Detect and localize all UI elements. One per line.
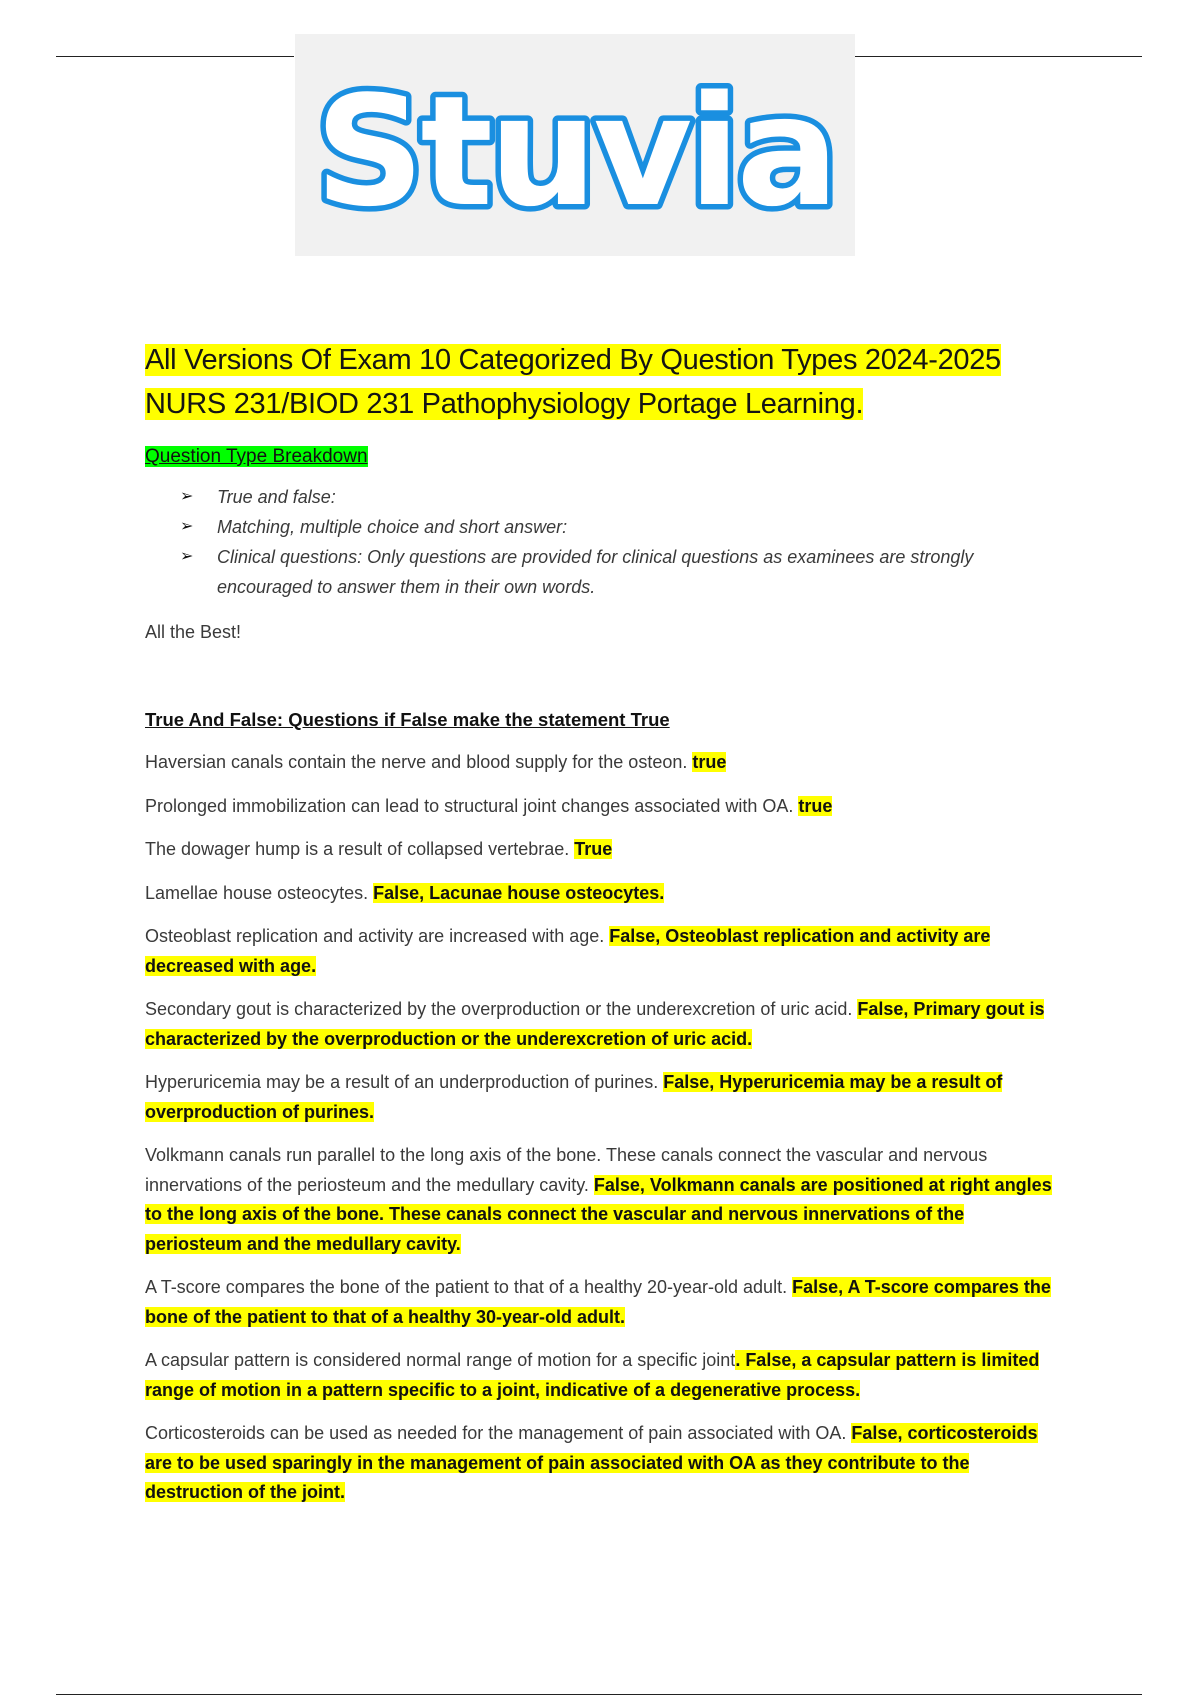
question-text: A capsular pattern is considered normal range of motion for a specific joint (145, 1350, 736, 1370)
question-text: Hyperuricemia may be a result of an underproduction of purines. (145, 1072, 664, 1092)
arrow-bullet-icon: ➢ (180, 518, 194, 535)
top-rule-left (56, 56, 294, 57)
question-text: Corticosteroids can be used as needed for the management of pain associated with OA. (145, 1423, 852, 1443)
question-text: Secondary gout is characterized by the overproduction or the underexcretion of uric acid. (145, 999, 858, 1019)
title-line-2: NURS 231/BIOD 231 Pathophysiology Portage Learning. (145, 388, 864, 420)
question-item (145, 792, 1065, 822)
answer-text: False, Volkmann canals are positioned at right angles to the long axis of the bone. These canals connect the vascular and nervous innervations of the periosteum and the medullary cavity. (145, 1174, 1052, 1254)
list-item: ➢ Clinical questions: Only questions are provided for clinical questions as examinees are strongly encouraged to answer them in their own words. (145, 542, 1065, 602)
answer-text: False, Hyperuricemia may be a result of overproduction of purines. (145, 1072, 1003, 1122)
answer-text: False, corticosteroids are to be used sparingly in the management of pain associated with OA as they contribute to the destruction of the joint. (145, 1423, 1038, 1502)
question-item (145, 1419, 1065, 1508)
question-item (145, 922, 1065, 981)
question-text: Haversian canals contain the nerve and blood supply for the osteon. (145, 752, 693, 772)
answer-text: True (574, 839, 613, 859)
breakdown-heading-text: Question Type Breakdown (145, 446, 368, 467)
document-title (145, 338, 1065, 426)
question-text: Prolonged immobilization can lead to structural joint changes associated with OA. (145, 795, 799, 816)
question-text: Volkmann canals run parallel to the long axis of the bone. These canals connect the vascular and nervous innervations of the periosteum and the medullary cavity. (145, 1145, 988, 1195)
list-item: ➢ True and false: (145, 482, 1065, 512)
true-false-heading: True And False: Questions if False make the statement True (145, 709, 670, 730)
question-text: Osteoblast replication and activity are increased with age. (145, 926, 610, 946)
question-item (145, 835, 1065, 865)
question-item (145, 879, 1065, 909)
question-item (145, 1141, 1065, 1259)
title-line-1: All Versions Of Exam 10 Categorized By Question Types 2024-2025 (145, 344, 1001, 376)
question-text: A T-score compares the bone of the patient to that of a healthy 20-year-old adult. (145, 1277, 793, 1297)
question-text: Lamellae house osteocytes. (145, 882, 374, 903)
question-item (145, 1273, 1065, 1332)
svg-text:Stuvia: Stuvia (314, 63, 836, 240)
answer-text: true (692, 752, 727, 772)
document-body (145, 338, 1065, 1508)
breakdown-heading (145, 444, 1065, 470)
answer-text: . False, a capsular pattern is limited range of motion in a pattern specific to a joint, indicative of a degenerative process. (145, 1350, 1040, 1400)
question-item (145, 1068, 1065, 1127)
arrow-bullet-icon: ➢ (180, 488, 194, 505)
answer-text: False, Lacunae house osteocytes. (373, 882, 665, 903)
stuvia-logo (295, 34, 855, 256)
question-item (145, 748, 1065, 778)
question-type-list (145, 482, 1065, 602)
question-text: The dowager hump is a result of collapsed vertebrae. (145, 839, 575, 859)
true-false-questions (145, 748, 1065, 1508)
answer-text: False, Osteoblast replication and activity are decreased with age. (145, 926, 991, 976)
bottom-rule (56, 1694, 1142, 1695)
closing-text: All the Best! (145, 622, 242, 642)
arrow-bullet-icon: ➢ (180, 548, 194, 565)
question-item (145, 1346, 1065, 1405)
top-rule-right (850, 56, 1142, 57)
question-item (145, 995, 1065, 1054)
answer-text: False, A T-score compares the bone of the patient to that of a healthy 30-year-old adult. (145, 1277, 1051, 1327)
list-item: ➢ Matching, multiple choice and short answer: (145, 512, 1065, 542)
answer-text: False, Primary gout is characterized by the overproduction or the underexcretion of uric acid. (145, 999, 1045, 1049)
stuvia-logo-icon (295, 34, 855, 256)
answer-text: true (798, 795, 833, 816)
